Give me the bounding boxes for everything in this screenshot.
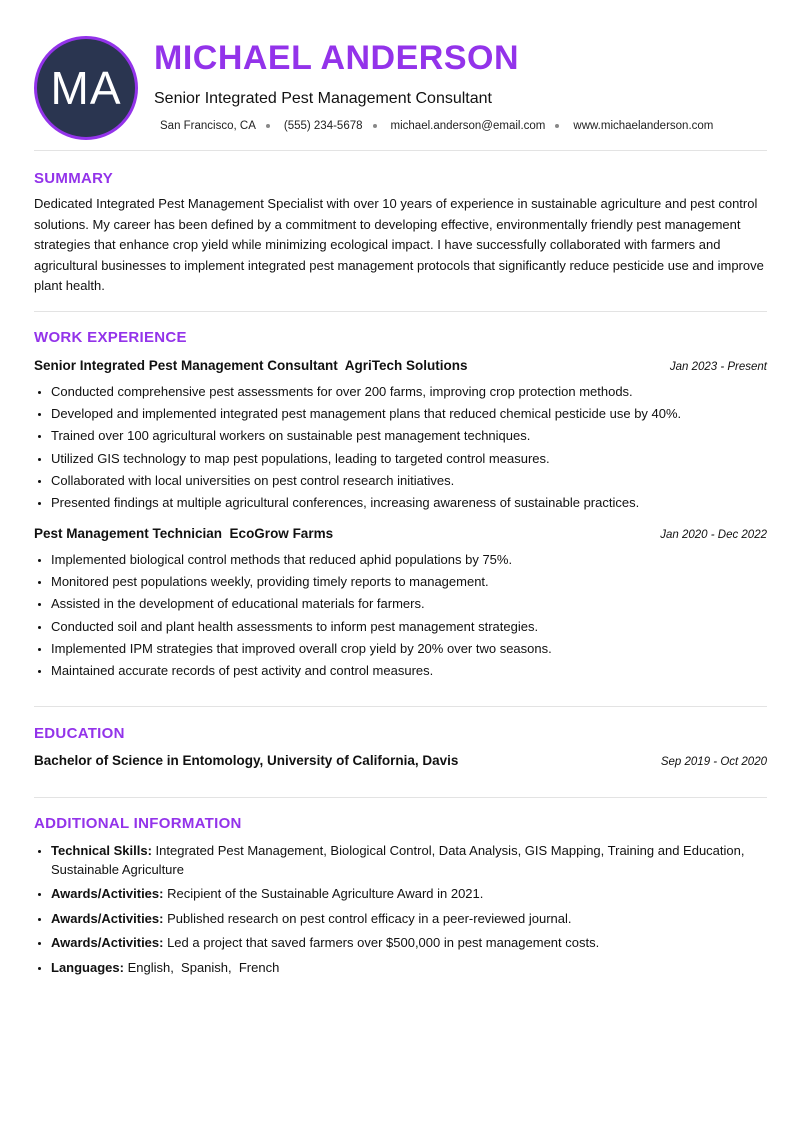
bullet-separator-icon [373,124,377,128]
item-label: Awards/Activities: [51,935,164,950]
item-label: Languages: [51,959,124,975]
divider [34,797,767,798]
education-degree: Bachelor of Science in Entomology, University of California, Davis [34,753,459,768]
section-title-education: EDUCATION [34,725,125,742]
bullet-separator-icon [555,124,559,128]
job-header [34,358,767,373]
list-item: • Implemented biological control methods that reduced aphid populations by 75%. [51,549,781,571]
job-title: Senior Integrated Pest Management Consultant AgriTech Solutions [34,358,468,373]
summary-text: Dedicated Integrated Pest Management Specialist with over 10 years of experience in sustainable agriculture and pest control solutions. My career has been defined by a commitment to developing effective, environmentally friendly pest management strategies that enhance crop yield while minimizing ecological impact. I have successfully collaborated with farmers and agricultural businesses to implement integrated pest management protocols that significantly reduce pesticide use and improve plant health. [34,196,764,293]
job-dates: Jan 2020 - Dec 2022 [660,529,767,541]
education-dates: Sep 2019 - Oct 2020 [660,756,767,768]
list-item [51,885,781,904]
education-entry [34,753,767,768]
job-header [34,526,767,541]
contact-line [160,120,713,132]
divider [34,150,767,151]
contact-phone: (555) 234-5678 [283,120,363,132]
candidate-role: Senior Integrated Pest Management Consultant [154,90,492,107]
avatar-initials: MA [50,62,122,114]
bullet-separator-icon [266,124,270,128]
list-item: • Conducted soil and plant health assessments to inform pest management strategies. [51,616,781,638]
item-text: English, Spanish, French [123,959,280,975]
list-item [51,959,781,978]
avatar [34,36,138,140]
item-text: Published research on pest control efficacy in a peer-reviewed journal. [163,910,572,926]
item-label: Technical Skills: [51,843,152,858]
section-title-summary: SUMMARY [34,170,114,187]
list-item: • Maintained accurate records of pest activity and control measures. [51,660,781,682]
list-item: • Assisted in the development of educational materials for farmers. [51,593,781,615]
item-label: Awards/Activities: [51,886,164,901]
list-item: • Conducted comprehensive pest assessments for over 200 farms, improving crop protection methods. [51,381,781,403]
item-text: Led a project that saved farmers over $500,000 in pest management costs. [163,935,600,950]
list-item [51,934,781,953]
job-bullets [34,549,781,682]
job-bullets [34,381,781,514]
contact-email[interactable]: michael.anderson@email.com [390,120,546,132]
job-title: Pest Management Technician EcoGrow Farms [34,526,334,541]
list-item: • Presented findings at multiple agricultural conferences, increasing awareness of sustainable practices. [51,492,781,514]
list-item: • Developed and implemented integrated pest management plans that reduced chemical pesticide use by 40%. [51,403,781,425]
list-item [51,842,781,879]
list-item: • Trained over 100 agricultural workers on sustainable pest management techniques. [51,425,781,447]
list-item: • Monitored pest populations weekly, providing timely reports to management. [51,571,781,593]
divider [34,311,767,312]
list-item: • Collaborated with local universities on pest control research initiatives. [51,470,781,492]
item-label: Awards/Activities: [51,910,164,926]
item-text: Integrated Pest Management, Biological Control, Data Analysis, GIS Mapping, Training and Education, Sustainable Agriculture [51,843,745,877]
candidate-name: MICHAEL ANDERSON [154,39,520,77]
contact-website[interactable]: www.michaelanderson.com [573,120,714,132]
list-item: • Utilized GIS technology to map pest populations, leading to targeted control measures. [51,448,781,470]
section-title-experience: WORK EXPERIENCE [34,329,187,346]
list-item [51,910,781,929]
divider [34,706,767,707]
list-item: • Implemented IPM strategies that improved overall crop yield by 20% over two seasons. [51,638,781,660]
section-title-additional: ADDITIONAL INFORMATION [34,815,242,832]
job-dates: Jan 2023 - Present [669,361,767,373]
contact-location: San Francisco, CA [160,120,256,132]
item-text: Recipient of the Sustainable Agriculture Award in 2021. [163,886,484,901]
additional-list [34,842,781,983]
